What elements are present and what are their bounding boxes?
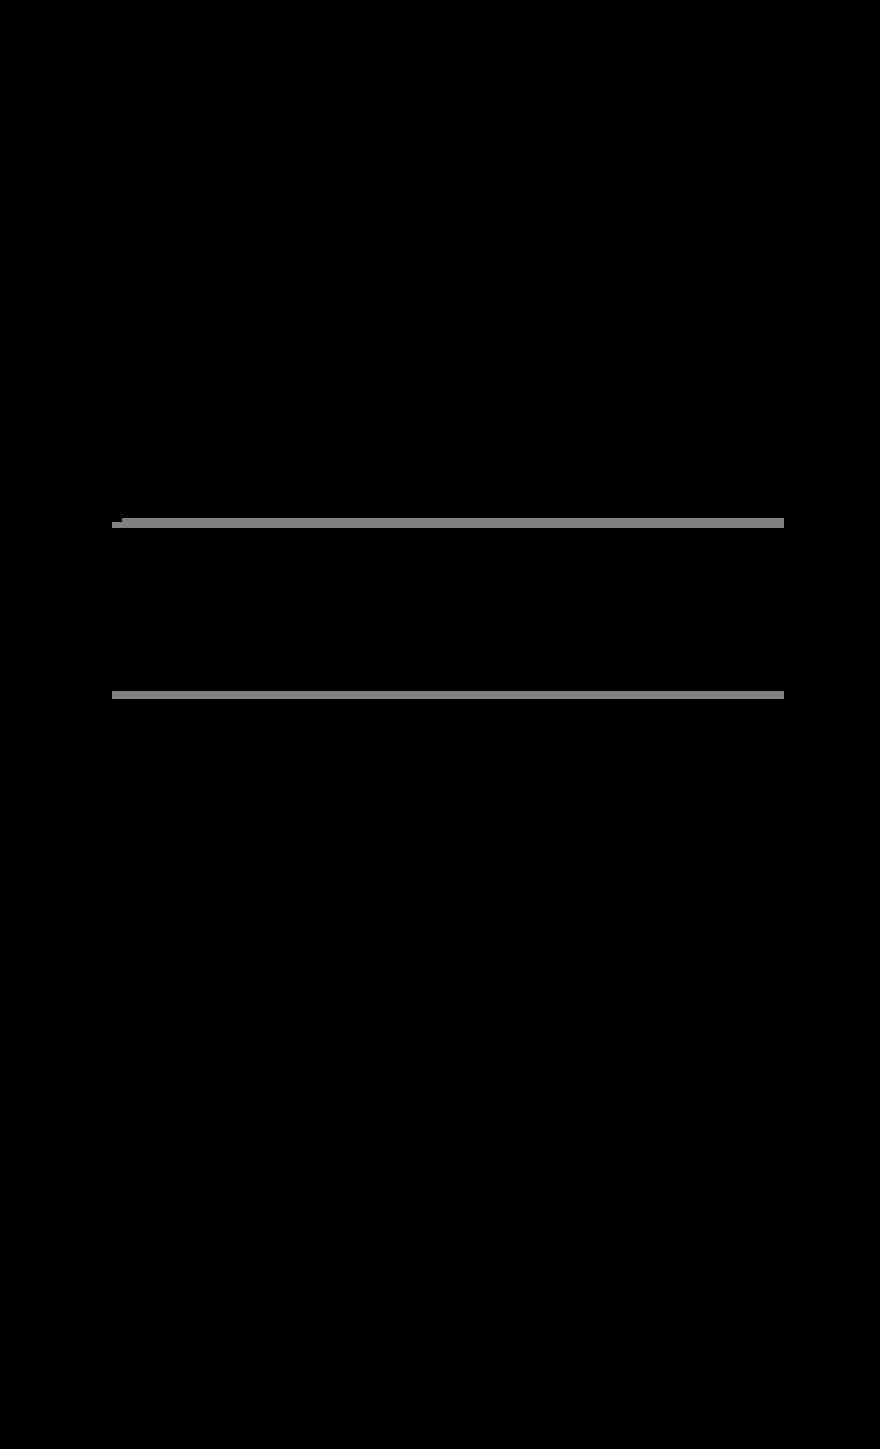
horizontal-rule-top xyxy=(112,518,784,528)
horizontal-rule-bottom xyxy=(112,691,784,699)
page-content-region xyxy=(112,0,784,1449)
table-body-region xyxy=(112,528,784,691)
table-block xyxy=(112,518,784,699)
rule-notch xyxy=(112,518,122,522)
